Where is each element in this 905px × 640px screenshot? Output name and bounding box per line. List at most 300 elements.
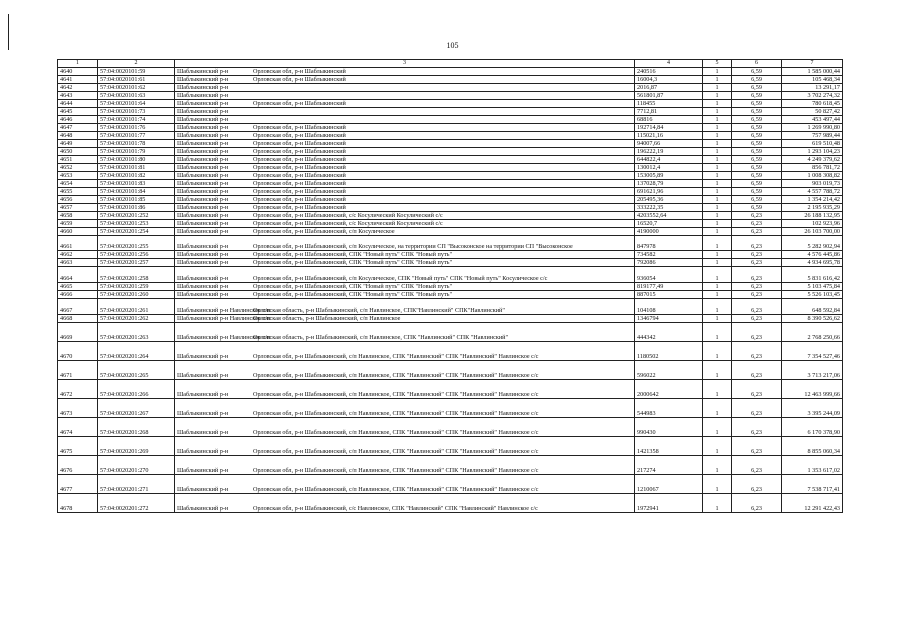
address-text: Орловская область, р-н Шаблыкинский, с/п Навлинское, СПК "Навлинский" СПК "Навлинский" bbox=[253, 334, 508, 341]
specific-value: 6,23 bbox=[732, 299, 782, 315]
district-name: Шаблыкинский р-н bbox=[177, 92, 229, 99]
row-number: 4663 bbox=[58, 259, 98, 267]
coefficient-1: 1 bbox=[703, 315, 732, 323]
row-number: 4648 bbox=[58, 132, 98, 140]
column-header: 6 bbox=[732, 60, 782, 68]
district-name: Шаблыкинский р-н bbox=[177, 116, 229, 123]
cadastral-value: 26 188 132,95 bbox=[782, 212, 843, 220]
table-row bbox=[58, 437, 843, 456]
address-text: Орловская обл, р-н Шаблыкинский, с/с Косулический Косулический с/с bbox=[253, 220, 443, 227]
table-row bbox=[58, 283, 843, 291]
row-number: 4673 bbox=[58, 399, 98, 418]
district-name: Шаблыкинский р-н Навлинское с/п bbox=[177, 307, 271, 314]
area-value: 130012,4 bbox=[635, 164, 703, 172]
area-value: 596022 bbox=[635, 361, 703, 380]
district-name: Шаблыкинский р-н bbox=[177, 505, 229, 512]
cadastral-number: 57:04:0020101:61 bbox=[98, 76, 175, 84]
location-description bbox=[175, 84, 635, 92]
cadastral-value: 5 831 616,42 bbox=[782, 267, 843, 283]
location-description bbox=[175, 204, 635, 212]
row-number: 4675 bbox=[58, 437, 98, 456]
address-text: Орловская обл, р-н Шаблыкинский bbox=[253, 164, 346, 171]
specific-value: 6,59 bbox=[732, 196, 782, 204]
district-name: Шаблыкинский р-н bbox=[177, 220, 229, 227]
specific-value: 6,23 bbox=[732, 437, 782, 456]
coefficient-1: 1 bbox=[703, 140, 732, 148]
cadastral-value: 50 827,42 bbox=[782, 108, 843, 116]
specific-value: 6,23 bbox=[732, 456, 782, 475]
district-name: Шаблыкинский р-н bbox=[177, 180, 229, 187]
column-header: 1 bbox=[58, 60, 98, 68]
row-number: 4665 bbox=[58, 283, 98, 291]
cadastral-value: 8 855 060,34 bbox=[782, 437, 843, 456]
district-name: Шаблыкинский р-н bbox=[177, 275, 229, 282]
table-row bbox=[58, 380, 843, 399]
cadastral-number: 57:04:0020201:269 bbox=[98, 437, 175, 456]
row-number: 4672 bbox=[58, 380, 98, 399]
area-value: 196222,19 bbox=[635, 148, 703, 156]
specific-value: 6,23 bbox=[732, 291, 782, 299]
column-header: 3 bbox=[175, 60, 635, 68]
address-text: Орловская обл, р-н Шаблыкинский, с/п Навлинское, СПК "Навлинский" СПК "Навлинский" Навлинское с/с bbox=[253, 353, 539, 360]
coefficient-1: 1 bbox=[703, 475, 732, 494]
coefficient-1: 1 bbox=[703, 172, 732, 180]
cadastral-number: 57:04:0020101:83 bbox=[98, 180, 175, 188]
specific-value: 6,59 bbox=[732, 180, 782, 188]
district-name: Шаблыкинский р-н bbox=[177, 467, 229, 474]
row-number: 4656 bbox=[58, 196, 98, 204]
coefficient-1: 1 bbox=[703, 204, 732, 212]
area-value: 1210067 bbox=[635, 475, 703, 494]
cadastral-number: 57:04:0020201:268 bbox=[98, 418, 175, 437]
address-text: Орловская обл, р-н Шаблыкинский, с/п Навлинское, СПК "Навлинский" СПК "Навлинский" Навлинское с/с bbox=[253, 410, 539, 417]
cadastral-number: 57:04:0020101:73 bbox=[98, 108, 175, 116]
location-description bbox=[175, 220, 635, 228]
cadastral-value: 1 353 617,02 bbox=[782, 456, 843, 475]
cadastral-number: 57:04:0020201:256 bbox=[98, 251, 175, 259]
row-number: 4669 bbox=[58, 323, 98, 342]
page-number: 105 bbox=[446, 41, 459, 50]
row-number: 4654 bbox=[58, 180, 98, 188]
coefficient-1: 1 bbox=[703, 380, 732, 399]
location-description bbox=[175, 251, 635, 259]
location-description bbox=[175, 116, 635, 124]
coefficient-1: 1 bbox=[703, 437, 732, 456]
location-description bbox=[175, 267, 635, 283]
location-description bbox=[175, 494, 635, 513]
specific-value: 6,23 bbox=[732, 267, 782, 283]
table-row bbox=[58, 259, 843, 267]
location-description bbox=[175, 342, 635, 361]
coefficient-1: 1 bbox=[703, 212, 732, 220]
cadastral-value: 4 249 379,62 bbox=[782, 156, 843, 164]
cadastral-value-table bbox=[57, 59, 843, 513]
row-number: 4668 bbox=[58, 315, 98, 323]
cadastral-number: 57:04:0020201:261 bbox=[98, 299, 175, 315]
location-description bbox=[175, 456, 635, 475]
cadastral-number: 57:04:0020101:74 bbox=[98, 116, 175, 124]
specific-value: 6,23 bbox=[732, 212, 782, 220]
location-description bbox=[175, 188, 635, 196]
cadastral-value: 1 354 214,42 bbox=[782, 196, 843, 204]
district-name: Шаблыкинский р-н bbox=[177, 204, 229, 211]
cadastral-value: 3 395 244,09 bbox=[782, 399, 843, 418]
district-name: Шаблыкинский р-н bbox=[177, 108, 229, 115]
cadastral-value: 5 103 475,84 bbox=[782, 283, 843, 291]
cadastral-value: 3 702 274,32 bbox=[782, 92, 843, 100]
district-name: Шаблыкинский р-н bbox=[177, 164, 229, 171]
address-text: Орловская обл, р-н Шаблыкинский bbox=[253, 100, 346, 107]
coefficient-1: 1 bbox=[703, 196, 732, 204]
row-number: 4645 bbox=[58, 108, 98, 116]
location-description bbox=[175, 100, 635, 108]
cadastral-value: 619 510,48 bbox=[782, 140, 843, 148]
specific-value: 6,23 bbox=[732, 283, 782, 291]
cadastral-number: 57:04:0020101:86 bbox=[98, 204, 175, 212]
table-row bbox=[58, 212, 843, 220]
district-name: Шаблыкинский р-н bbox=[177, 132, 229, 139]
specific-value: 6,59 bbox=[732, 140, 782, 148]
specific-value: 6,59 bbox=[732, 188, 782, 196]
coefficient-1: 1 bbox=[703, 156, 732, 164]
specific-value: 6,23 bbox=[732, 399, 782, 418]
area-value: 137028,79 bbox=[635, 180, 703, 188]
specific-value: 6,59 bbox=[732, 92, 782, 100]
district-name: Шаблыкинский р-н bbox=[177, 172, 229, 179]
area-value: 544983 bbox=[635, 399, 703, 418]
row-number: 4662 bbox=[58, 251, 98, 259]
cadastral-number: 57:04:0020201:258 bbox=[98, 267, 175, 283]
district-name: Шаблыкинский р-н bbox=[177, 291, 229, 298]
district-name: Шаблыкинский р-н Навлинское с/п bbox=[177, 315, 271, 322]
coefficient-1: 1 bbox=[703, 342, 732, 361]
district-name: Шаблыкинский р-н bbox=[177, 100, 229, 107]
district-name: Шаблыкинский р-н bbox=[177, 140, 229, 147]
table-row bbox=[58, 228, 843, 236]
cadastral-number: 57:04:0020101:59 bbox=[98, 68, 175, 76]
table-row bbox=[58, 291, 843, 299]
address-text: Орловская обл, р-н Шаблыкинский, с/п Косулическое, СПК "Новый путь" СПК "Новый путь" Косулическое с/с bbox=[253, 275, 548, 282]
specific-value: 6,23 bbox=[732, 380, 782, 399]
table-row bbox=[58, 116, 843, 124]
table-row bbox=[58, 148, 843, 156]
specific-value: 6,59 bbox=[732, 164, 782, 172]
area-value: 7712,81 bbox=[635, 108, 703, 116]
district-name: Шаблыкинский р-н bbox=[177, 188, 229, 195]
cadastral-number: 57:04:0020201:270 bbox=[98, 456, 175, 475]
location-description bbox=[175, 228, 635, 236]
cadastral-number: 57:04:0020201:259 bbox=[98, 283, 175, 291]
specific-value: 6,59 bbox=[732, 148, 782, 156]
column-header: 7 bbox=[782, 60, 843, 68]
location-description bbox=[175, 68, 635, 76]
address-text: Орловская область, р-н Шаблыкинский, с/п Навлинское bbox=[253, 315, 401, 322]
cadastral-value: 105 468,34 bbox=[782, 76, 843, 84]
location-description bbox=[175, 361, 635, 380]
table-row bbox=[58, 204, 843, 212]
table-row bbox=[58, 188, 843, 196]
table-row bbox=[58, 220, 843, 228]
address-text: Орловская обл, р-н Шаблыкинский, с/п Косулическое bbox=[253, 228, 395, 235]
coefficient-1: 1 bbox=[703, 251, 732, 259]
address-text: Орловская обл, р-н Шаблыкинский, СПК "Новый путь" СПК "Новый путь" bbox=[253, 283, 452, 290]
table-row bbox=[58, 494, 843, 513]
cadastral-value: 5 526 103,45 bbox=[782, 291, 843, 299]
area-value: 2016,87 bbox=[635, 84, 703, 92]
address-text: Орловская обл, р-н Шаблыкинский, с/п Навлинское, СПК "Навлинский" СПК "Навлинский" Навлинское с/с bbox=[253, 448, 539, 455]
cadastral-number: 57:04:0020201:255 bbox=[98, 236, 175, 251]
cadastral-value: 102 923,96 bbox=[782, 220, 843, 228]
row-number: 4677 bbox=[58, 475, 98, 494]
specific-value: 6,59 bbox=[732, 156, 782, 164]
district-name: Шаблыкинский р-н bbox=[177, 148, 229, 155]
cadastral-value: 4 557 788,72 bbox=[782, 188, 843, 196]
cadastral-number: 57:04:0020101:78 bbox=[98, 140, 175, 148]
specific-value: 6,59 bbox=[732, 204, 782, 212]
area-value: 16520,7 bbox=[635, 220, 703, 228]
table-row bbox=[58, 299, 843, 315]
location-description bbox=[175, 124, 635, 132]
specific-value: 6,23 bbox=[732, 228, 782, 236]
cadastral-number: 57:04:0020201:257 bbox=[98, 259, 175, 267]
cadastral-value: 453 497,44 bbox=[782, 116, 843, 124]
area-value: 792086 bbox=[635, 259, 703, 267]
specific-value: 6,23 bbox=[732, 361, 782, 380]
row-number: 4655 bbox=[58, 188, 98, 196]
location-description bbox=[175, 140, 635, 148]
table-row bbox=[58, 108, 843, 116]
address-text: Орловская обл, р-н Шаблыкинский bbox=[253, 76, 346, 83]
table-row bbox=[58, 92, 843, 100]
location-description bbox=[175, 180, 635, 188]
row-number: 4676 bbox=[58, 456, 98, 475]
coefficient-1: 1 bbox=[703, 68, 732, 76]
coefficient-1: 1 bbox=[703, 100, 732, 108]
location-description bbox=[175, 283, 635, 291]
cadastral-value: 4 934 695,78 bbox=[782, 259, 843, 267]
address-text: Орловская обл, р-н Шаблыкинский, с/п Навлинское, СПК "Навлинский" СПК "Навлинский" Навлинское с/с bbox=[253, 429, 539, 436]
cadastral-value: 1 585 000,44 bbox=[782, 68, 843, 76]
specific-value: 6,59 bbox=[732, 116, 782, 124]
specific-value: 6,23 bbox=[732, 475, 782, 494]
specific-value: 6,59 bbox=[732, 100, 782, 108]
cadastral-value: 7 538 717,41 bbox=[782, 475, 843, 494]
address-text: Орловская обл, р-н Шаблыкинский, СПК "Новый путь" СПК "Новый путь" bbox=[253, 291, 452, 298]
cadastral-number: 57:04:0020101:85 bbox=[98, 196, 175, 204]
cadastral-number: 57:04:0020201:263 bbox=[98, 323, 175, 342]
address-text: Орловская обл, р-н Шаблыкинский bbox=[253, 180, 346, 187]
table-row bbox=[58, 172, 843, 180]
row-number: 4653 bbox=[58, 172, 98, 180]
cadastral-value: 2 768 250,66 bbox=[782, 323, 843, 342]
cadastral-number: 57:04:0020201:262 bbox=[98, 315, 175, 323]
specific-value: 6,23 bbox=[732, 323, 782, 342]
coefficient-1: 1 bbox=[703, 291, 732, 299]
address-text: Орловская обл, р-н Шаблыкинский, с/с Навлинское, СПК "Навлинский" СПК "Навлинский" Навлинское с/с bbox=[253, 505, 538, 512]
address-text: Орловская обл, р-н Шаблыкинский, СПК "Новый путь" СПК "Новый путь" bbox=[253, 259, 452, 266]
cadastral-number: 57:04:0020101:62 bbox=[98, 84, 175, 92]
column-header: 4 bbox=[635, 60, 703, 68]
specific-value: 6,23 bbox=[732, 251, 782, 259]
table-row bbox=[58, 164, 843, 172]
address-text: Орловская обл, р-н Шаблыкинский, с/п Навлинское, СПК "Навлинский" СПК "Навлинский" Навлинское с/с bbox=[253, 467, 539, 474]
row-number: 4666 bbox=[58, 291, 98, 299]
address-text: Орловская обл, р-н Шаблыкинский bbox=[253, 140, 346, 147]
coefficient-1: 1 bbox=[703, 84, 732, 92]
coefficient-1: 1 bbox=[703, 494, 732, 513]
district-name: Шаблыкинский р-н bbox=[177, 251, 229, 258]
table-body bbox=[58, 68, 843, 513]
cadastral-number: 57:04:0020101:82 bbox=[98, 172, 175, 180]
area-value: 153005,89 bbox=[635, 172, 703, 180]
column-header: 2 bbox=[98, 60, 175, 68]
area-value: 691621,96 bbox=[635, 188, 703, 196]
coefficient-1: 1 bbox=[703, 220, 732, 228]
row-number: 4646 bbox=[58, 116, 98, 124]
address-text: Орловская область, р-н Шаблыкинский, с/п Навлинское, СПК"Навлинский" СПК"Навлинский" bbox=[253, 307, 505, 314]
table-row bbox=[58, 251, 843, 259]
coefficient-1: 1 bbox=[703, 267, 732, 283]
cadastral-value: 780 618,45 bbox=[782, 100, 843, 108]
address-text: Орловская обл, р-н Шаблыкинский, с/с Косулический Косулический с/с bbox=[253, 212, 443, 219]
table-row bbox=[58, 100, 843, 108]
location-description bbox=[175, 259, 635, 267]
cadastral-number: 57:04:0020101:84 bbox=[98, 188, 175, 196]
row-number: 4649 bbox=[58, 140, 98, 148]
cadastral-number: 57:04:0020201:264 bbox=[98, 342, 175, 361]
location-description bbox=[175, 108, 635, 116]
table-row bbox=[58, 361, 843, 380]
area-value: 104108 bbox=[635, 299, 703, 315]
area-value: 990430 bbox=[635, 418, 703, 437]
cadastral-value: 7 354 527,46 bbox=[782, 342, 843, 361]
area-value: 4203552,64 bbox=[635, 212, 703, 220]
location-description bbox=[175, 76, 635, 84]
location-description bbox=[175, 299, 635, 315]
cadastral-value: 757 989,44 bbox=[782, 132, 843, 140]
coefficient-1: 1 bbox=[703, 76, 732, 84]
cadastral-number: 57:04:0020201:266 bbox=[98, 380, 175, 399]
table-row bbox=[58, 124, 843, 132]
address-text: Орловская обл, р-н Шаблыкинский bbox=[253, 148, 346, 155]
address-text: Орловская обл, р-н Шаблыкинский bbox=[253, 156, 346, 163]
district-name: Шаблыкинский р-н bbox=[177, 243, 229, 250]
cadastral-value: 26 103 700,00 bbox=[782, 228, 843, 236]
row-number: 4670 bbox=[58, 342, 98, 361]
row-number: 4647 bbox=[58, 124, 98, 132]
specific-value: 6,59 bbox=[732, 124, 782, 132]
address-text: Орловская обл, р-н Шаблыкинский bbox=[253, 132, 346, 139]
location-description bbox=[175, 164, 635, 172]
area-value: 644822,4 bbox=[635, 156, 703, 164]
cadastral-number: 57:04:0020201:272 bbox=[98, 494, 175, 513]
area-value: 1180502 bbox=[635, 342, 703, 361]
cadastral-number: 57:04:0020101:76 bbox=[98, 124, 175, 132]
location-description bbox=[175, 212, 635, 220]
location-description bbox=[175, 315, 635, 323]
cadastral-value: 1 008 308,82 bbox=[782, 172, 843, 180]
district-name: Шаблыкинский р-н bbox=[177, 196, 229, 203]
table-row bbox=[58, 84, 843, 92]
address-text: Орловская обл, р-н Шаблыкинский bbox=[253, 204, 346, 211]
location-description bbox=[175, 475, 635, 494]
specific-value: 6,59 bbox=[732, 108, 782, 116]
location-description bbox=[175, 399, 635, 418]
address-text: Орловская обл, р-н Шаблыкинский bbox=[253, 68, 346, 75]
location-description bbox=[175, 148, 635, 156]
address-text: Орловская обл, р-н Шаблыкинский, с/п Косулическое, на территории СП "Высоконское на территории СП "Высоконское bbox=[253, 243, 573, 250]
cadastral-value: 12 463 999,66 bbox=[782, 380, 843, 399]
coefficient-1: 1 bbox=[703, 180, 732, 188]
table-header-row bbox=[58, 60, 843, 68]
area-value: 333222,35 bbox=[635, 204, 703, 212]
cadastral-value: 903 019,73 bbox=[782, 180, 843, 188]
district-name: Шаблыкинский р-н bbox=[177, 486, 229, 493]
row-number: 4659 bbox=[58, 220, 98, 228]
table-row bbox=[58, 315, 843, 323]
table-row bbox=[58, 236, 843, 251]
row-number: 4658 bbox=[58, 212, 98, 220]
cadastral-number: 57:04:0020101:63 bbox=[98, 92, 175, 100]
row-number: 4652 bbox=[58, 164, 98, 172]
row-number: 4678 bbox=[58, 494, 98, 513]
cadastral-number: 57:04:0020201:252 bbox=[98, 212, 175, 220]
cadastral-number: 57:04:0020201:267 bbox=[98, 399, 175, 418]
area-value: 16004,3 bbox=[635, 76, 703, 84]
location-description bbox=[175, 196, 635, 204]
location-description bbox=[175, 418, 635, 437]
coefficient-1: 1 bbox=[703, 259, 732, 267]
row-number: 4642 bbox=[58, 84, 98, 92]
district-name: Шаблыкинский р-н bbox=[177, 124, 229, 131]
address-text: Орловская обл, р-н Шаблыкинский, с/п Навлинское, СПК "Навлинский" СПК "Навлинский" Навлинское с/с bbox=[253, 372, 539, 379]
area-value: 118455 bbox=[635, 100, 703, 108]
coefficient-1: 1 bbox=[703, 132, 732, 140]
district-name: Шаблыкинский р-н Навлинское с/п bbox=[177, 334, 271, 341]
row-number: 4644 bbox=[58, 100, 98, 108]
specific-value: 6,23 bbox=[732, 418, 782, 437]
specific-value: 6,23 bbox=[732, 494, 782, 513]
cadastral-number: 57:04:0020201:254 bbox=[98, 228, 175, 236]
district-name: Шаблыкинский р-н bbox=[177, 391, 229, 398]
coefficient-1: 1 bbox=[703, 92, 732, 100]
row-number: 4674 bbox=[58, 418, 98, 437]
address-text: Орловская обл, р-н Шаблыкинский bbox=[253, 196, 346, 203]
area-value: 936054 bbox=[635, 267, 703, 283]
table-row bbox=[58, 267, 843, 283]
cadastral-value: 12 291 422,43 bbox=[782, 494, 843, 513]
cadastral-number: 57:04:0020101:79 bbox=[98, 148, 175, 156]
table-row bbox=[58, 418, 843, 437]
district-name: Шаблыкинский р-н bbox=[177, 228, 229, 235]
row-number: 4641 bbox=[58, 76, 98, 84]
district-name: Шаблыкинский р-н bbox=[177, 84, 229, 91]
cadastral-value: 4 576 445,86 bbox=[782, 251, 843, 259]
coefficient-1: 1 bbox=[703, 124, 732, 132]
address-text: Орловская обл, р-н Шаблыкинский, СПК "Новый путь" СПК "Новый путь" bbox=[253, 251, 452, 258]
address-text: Орловская обл, р-н Шаблыкинский bbox=[253, 188, 346, 195]
cadastral-value: 1 293 104,23 bbox=[782, 148, 843, 156]
district-name: Шаблыкинский р-н bbox=[177, 353, 229, 360]
row-number: 4657 bbox=[58, 204, 98, 212]
area-value: 205495,36 bbox=[635, 196, 703, 204]
table-row bbox=[58, 323, 843, 342]
column-header: 5 bbox=[703, 60, 732, 68]
cadastral-value: 856 781,72 bbox=[782, 164, 843, 172]
table-row bbox=[58, 156, 843, 164]
district-name: Шаблыкинский р-н bbox=[177, 429, 229, 436]
area-value: 561801,87 bbox=[635, 92, 703, 100]
